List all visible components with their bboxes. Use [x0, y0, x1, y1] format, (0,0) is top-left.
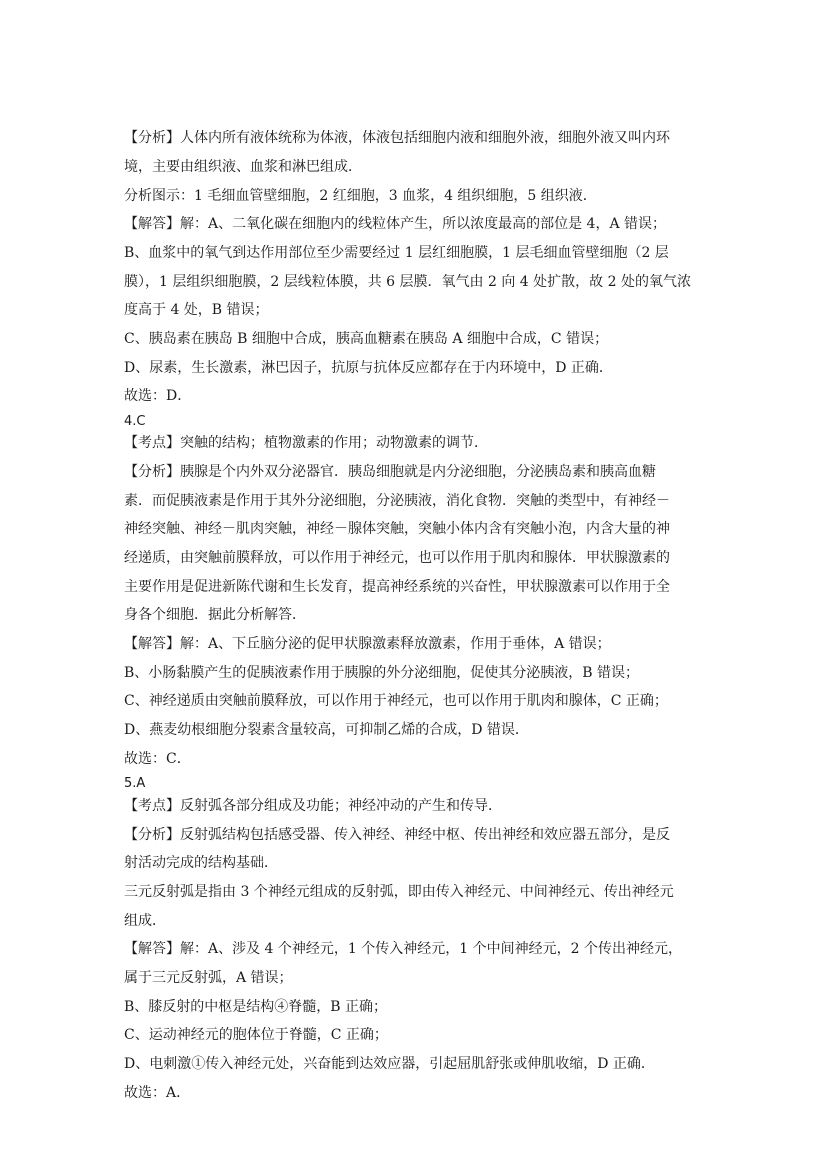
q5-answer-heading: 5.A [124, 776, 146, 791]
q5-analysis-line: 射活动完成的结构基础． [124, 855, 278, 871]
q3-final-answer: 故选：D． [124, 388, 192, 404]
q3-solution-line: C、胰岛素在胰岛 B 细胞中合成，胰高血糖素在胰岛 A 细胞中合成，C 错误； [124, 331, 609, 347]
q5-key-point: 【考点】反射弧各部分组成及功能；神经冲动的产生和传导． [124, 798, 502, 814]
q4-analysis-line: 【分析】胰腺是个内外双分泌器官．胰岛细胞就是内分泌细胞，分泌胰岛素和胰高血糖 [124, 464, 656, 480]
q3-solution-line: 【解答】解：A、二氧化碳在细胞内的线粒体产生，所以浓度最高的部位是 4，A 错误； [124, 216, 667, 232]
q4-analysis-line: 素．而促胰液素是作用于其外分泌细胞，分泌胰液，消化食物．突触的类型中，有神经－ [124, 493, 670, 509]
q4-analysis-line: 神经突触、神经－肌肉突触，神经－腺体突触，突触小体内含有突触小泡，内含大量的神 [124, 521, 670, 537]
q3-analysis-line: 分析图示：1 毛细血管壁细胞，2 红细胞，3 血浆，4 组织细胞，5 组织液． [124, 188, 597, 204]
q3-solution-line: 度高于 4 处，B 错误； [124, 302, 269, 318]
q4-solution-line: D、燕麦幼根细胞分裂素含量较高，可抑制乙烯的合成，D 错误． [124, 722, 529, 738]
q5-solution-line: 属于三元反射弧，A 错误； [124, 970, 293, 986]
q5-solution-line: C、运动神经元的胞体位于脊髓，C 正确； [124, 1027, 388, 1043]
q4-solution-line: 【解答】解：A、下丘脑分泌的促甲状腺激素释放激素，作用于垂体，A 错误； [124, 636, 611, 652]
q4-solution-line: B、小肠黏膜产生的促胰液素作用于胰腺的外分泌细胞，促使其分泌胰液，B 错误； [124, 665, 640, 681]
q3-solution-line: D、尿素，生长激素，淋巴因子，抗原与抗体反应都存在于内环境中，D 正确． [124, 360, 613, 376]
q3-solution-line: 膜），1 层组织细胞膜，2 层线粒体膜，共 6 层膜．氧气由 2 向 4 处扩散，故 2 处的氧气浓 [124, 274, 691, 290]
q4-analysis-line: 经递质，由突触前膜释放，可以作用于神经元，也可以作用于肌肉和腺体．甲状腺激素的 [124, 550, 670, 566]
q3-solution-line: B、血浆中的氧气到达作用部位至少需要经过 1 层红细胞膜，1 层毛细血管壁细胞（2 层 [124, 245, 669, 261]
q4-analysis-line: 主要作用是促进新陈代谢和生长发育，提高神经系统的兴奋性，甲状腺激素可以作用于全 [124, 579, 670, 595]
q5-analysis-line: 三元反射弧是指由 3 个神经元组成的反射弧，即由传入神经元、中间神经元、传出神经元 [124, 884, 674, 900]
q5-solution-line: B、膝反射的中枢是结构④脊髓，B 正确； [124, 999, 388, 1015]
q5-solution-line: 【解答】解：A、涉及 4 个神经元，1 个传入神经元，1 个中间神经元，2 个传出神经元， [124, 941, 682, 957]
q4-answer-heading: 4.C [124, 414, 146, 429]
q5-analysis-line: 【分析】反射弧结构包括感受器、传入神经、神经中枢、传出神经和效应器五部分，是反 [124, 827, 670, 843]
q5-solution-line: D、电刺激①传入神经元处，兴奋能到达效应器，引起屈肌舒张或伸肌收缩，D 正确． [124, 1056, 655, 1072]
q5-final-answer: 故选：A． [124, 1085, 191, 1101]
q3-analysis-line: 境，主要由组织液、血浆和淋巴组成． [124, 159, 362, 175]
q4-analysis-line: 身各个细胞．据此分析解答． [124, 607, 306, 623]
q5-analysis-line: 组成． [124, 913, 166, 929]
q3-analysis-line: 【分析】人体内所有液体统称为体液，体液包括细胞内液和细胞外液，细胞外液又叫内环 [124, 130, 670, 146]
q4-solution-line: C、神经递质由突触前膜释放，可以作用于神经元，也可以作用于肌肉和腺体，C 正确； [124, 693, 668, 709]
q4-key-point: 【考点】突触的结构；植物激素的作用；动物激素的调节． [124, 435, 488, 451]
q4-final-answer: 故选：C． [124, 751, 191, 767]
